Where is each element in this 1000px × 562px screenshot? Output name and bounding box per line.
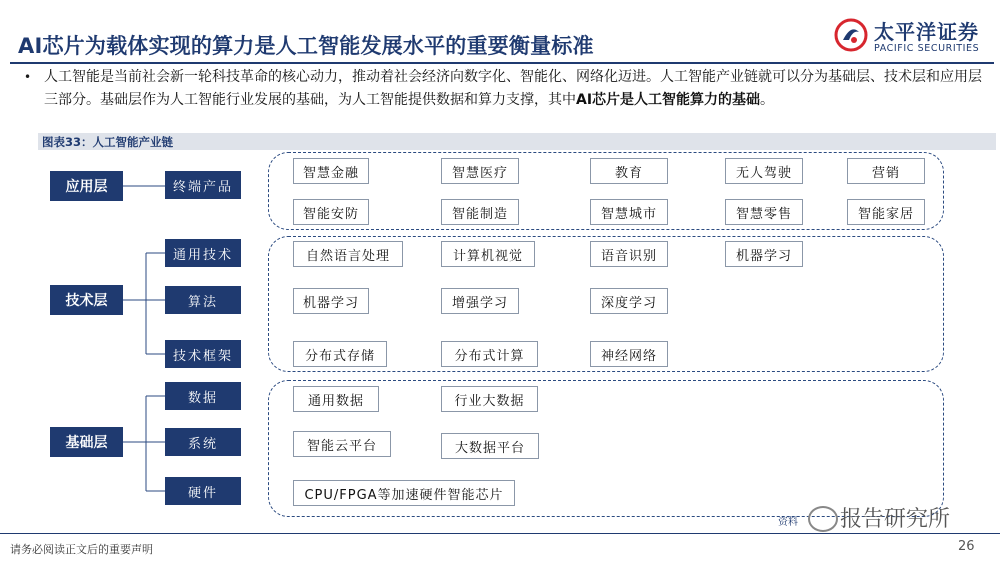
layer-application: 应用层 — [50, 171, 123, 201]
figure-source: 资料 — [778, 517, 798, 528]
item-speech-recognition: 语音识别 — [590, 241, 668, 267]
item-machine-learning-algo: 机器学习 — [293, 288, 369, 314]
item-education: 教育 — [590, 158, 668, 184]
item-neural-network: 神经网络 — [590, 341, 668, 367]
wechat-icon — [808, 506, 838, 532]
sublayer-terminal-products: 终端产品 — [165, 171, 241, 199]
item-smart-city: 智慧城市 — [590, 199, 668, 225]
item-computer-vision: 计算机视觉 — [441, 241, 535, 267]
item-industry-big-data: 行业大数据 — [441, 386, 538, 412]
footer-disclaimer: 请务必阅读正文后的重要声明 — [10, 543, 153, 556]
logo-english-name: PACIFIC SECURITIES — [874, 43, 980, 54]
sublayer-algorithm: 算法 — [165, 286, 241, 314]
body-text-bold: AI芯片是人工智能算力的基础 — [576, 92, 761, 108]
item-smart-healthcare: 智慧医疗 — [441, 158, 519, 184]
item-smart-finance: 智慧金融 — [293, 158, 369, 184]
body-text-part2: 。 — [760, 92, 775, 108]
layer-foundation: 基础层 — [50, 427, 123, 457]
watermark — [808, 500, 994, 536]
item-smart-manufacturing: 智能制造 — [441, 199, 519, 225]
logo-chinese-name: 太平洋证券 — [874, 20, 979, 44]
item-smart-cloud-platform: 智能云平台 — [293, 431, 391, 457]
bullet-marker: • — [24, 70, 32, 84]
item-smart-home: 智能家居 — [847, 199, 925, 225]
watermark-text: 报告研究所 — [840, 507, 951, 532]
page-title: AI芯片为载体实现的算力是人工智能发展水平的重要衡量标准 — [18, 34, 594, 58]
item-general-data: 通用数据 — [293, 386, 379, 412]
item-nlp: 自然语言处理 — [293, 241, 403, 267]
sublayer-hardware: 硬件 — [165, 477, 241, 505]
item-distributed-computing: 分布式计算 — [441, 341, 538, 367]
item-reinforcement-learning: 增强学习 — [441, 288, 519, 314]
item-ai-chip-hardware: CPU/FPGA等加速硬件智能芯片 — [293, 480, 515, 506]
page-number: 26 — [958, 539, 975, 554]
sublayer-tech-framework: 技术框架 — [165, 340, 241, 368]
item-smart-security: 智能安防 — [293, 199, 369, 225]
sublayer-data: 数据 — [165, 382, 241, 410]
item-marketing: 营销 — [847, 158, 925, 184]
footer-divider — [0, 533, 1000, 534]
item-big-data-platform: 大数据平台 — [441, 433, 539, 459]
item-autonomous-driving: 无人驾驶 — [725, 158, 803, 184]
figure-label: 图表33：人工智能产业链 — [42, 135, 174, 149]
item-distributed-storage: 分布式存储 — [293, 341, 387, 367]
layer-technology: 技术层 — [50, 285, 123, 315]
body-text-part1: 人工智能是当前社会新一轮科技革命的核心动力，推动着社会经济向数字化、智能化、网络化迈进。人工智能产业链就可以分为基础层、技术层和应用层三部分。基础层作为人工智能行业发展的基础，为人工智能提供数据和算力支撑，其中 — [44, 69, 982, 108]
sublayer-system: 系统 — [165, 428, 241, 456]
item-deep-learning: 深度学习 — [590, 288, 668, 314]
item-smart-retail: 智慧零售 — [725, 199, 803, 225]
item-machine-learning-general: 机器学习 — [725, 241, 803, 267]
sublayer-general-tech: 通用技术 — [165, 239, 241, 267]
